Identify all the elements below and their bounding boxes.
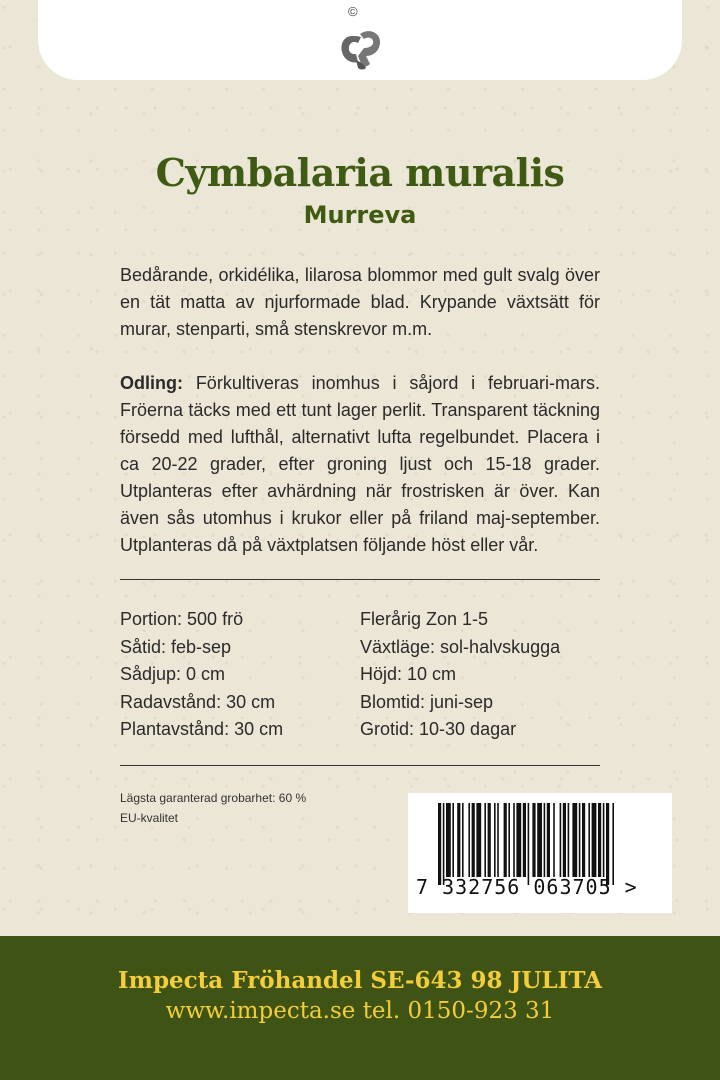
specs-left-column [120, 606, 283, 744]
divider-bottom [120, 765, 600, 766]
common-name-subtitle: Murreva [303, 201, 417, 229]
barcode-digits: 7 332756 063705 > [416, 875, 638, 899]
barcode-bar [446, 803, 451, 877]
barcode-bar [516, 803, 521, 877]
barcode-bar [462, 803, 464, 877]
barcode-bar [488, 803, 491, 877]
spec-bloom-time: Blomtid: juni-sep [360, 691, 494, 712]
barcode-bar [452, 803, 454, 877]
cultivation-text: Förkultiveras inomhus i såjord i februari-mars. Fröerna täcks med ett tunt lager perlit. Transparent täckning försedd med lufthål, alternativt lufta regelbundet. Placera i ca 20-22 grader, efter groning ljust och 15-18 grader. Utplanteras efter avhärdning när frostrisken är över. Kan även sås utomhus i krukor eller på friland maj-september. Utplanteras då på växtplatsen följande höst eller vår. [120, 373, 600, 555]
impecta-seed-logo-icon [330, 6, 390, 76]
barcode-bar [508, 803, 510, 877]
barcode-bar [579, 803, 581, 877]
barcode-bar [497, 803, 499, 877]
spec-perennial-zone: Flerårig Zon 1-5 [360, 609, 489, 629]
spec-sowing-time: Såtid: feb-sep [120, 636, 232, 657]
barcode-bar [612, 803, 614, 885]
barcode-bar [572, 803, 577, 877]
barcode-bar [513, 803, 515, 877]
divider-top [120, 579, 600, 580]
barcode-bar [568, 803, 570, 877]
barcode-bar [438, 803, 441, 885]
copyright-mark: © [348, 4, 358, 19]
spec-portion: Portion: 500 frö [120, 609, 244, 629]
barcode-bar [528, 803, 530, 885]
description-paragraph: Bedårande, orkidélika, lilarosa blommor med gult svalg över en tät matta av njurformade blad. Krypande växtsätt för murar, stenparti, små stenskrevor m.m. [120, 265, 600, 339]
spec-location: Växtläge: sol-halvskugga [360, 636, 561, 657]
barcode-bar [544, 803, 546, 877]
barcode-bar [443, 803, 445, 885]
barcode-bar [606, 803, 609, 885]
barcode-bar [523, 803, 526, 877]
barcode-bar [588, 803, 590, 877]
barcode-bar [468, 803, 470, 877]
specs-right-column [360, 606, 560, 744]
barcode-bar [563, 803, 566, 877]
barcode-bar [560, 803, 562, 877]
germination-note: Lägsta garanterad grobarhet: 60 % [120, 791, 307, 805]
spec-sowing-depth: Sådjup: 0 cm [120, 664, 226, 684]
barcode-bar [547, 803, 550, 877]
spec-height: Höjd: 10 cm [360, 664, 457, 684]
spec-row-spacing: Radavstånd: 30 cm [120, 691, 276, 712]
barcode-bar [532, 803, 535, 877]
cultivation-label: Odling: [120, 373, 183, 393]
cultivation-paragraph [120, 370, 600, 559]
barcode-bar [592, 803, 597, 877]
barcode-bar [484, 803, 486, 877]
footer [0, 936, 720, 1080]
footer-contact: www.impecta.se tel. 0150-923 31 [165, 998, 555, 1024]
barcode-bar [504, 803, 507, 877]
barcode-bar [553, 803, 555, 877]
barcode-bar [537, 803, 542, 877]
barcode-bar [598, 803, 601, 877]
barcode-bar [476, 803, 481, 877]
quality-note: EU-kvalitet [120, 811, 179, 825]
spec-plant-spacing: Plantavstånd: 30 cm [120, 719, 284, 739]
barcode-bar [472, 803, 475, 877]
footer-company: Impecta Fröhandel SE-643 98 JULITA [117, 967, 603, 994]
spec-germination-time: Grotid: 10-30 dagar [360, 719, 517, 739]
barcode-bar [582, 803, 585, 877]
barcode-bar [457, 803, 460, 877]
barcode-bar [603, 803, 605, 877]
latin-name-title: Cymbalaria muralis [155, 150, 565, 195]
barcode [408, 793, 672, 913]
barcode-bar [494, 803, 496, 877]
